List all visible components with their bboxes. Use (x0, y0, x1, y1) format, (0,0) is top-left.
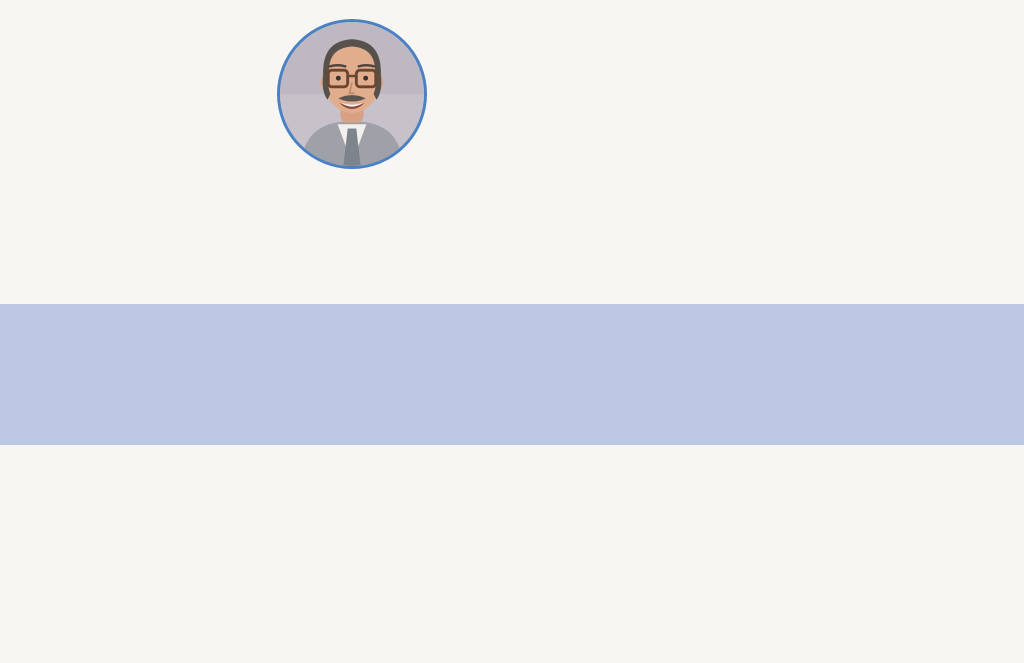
portrait-illustration (280, 22, 424, 166)
portrait-photo (277, 19, 427, 169)
infographic-caption (0, 588, 1024, 619)
timeline-band (0, 304, 1024, 445)
